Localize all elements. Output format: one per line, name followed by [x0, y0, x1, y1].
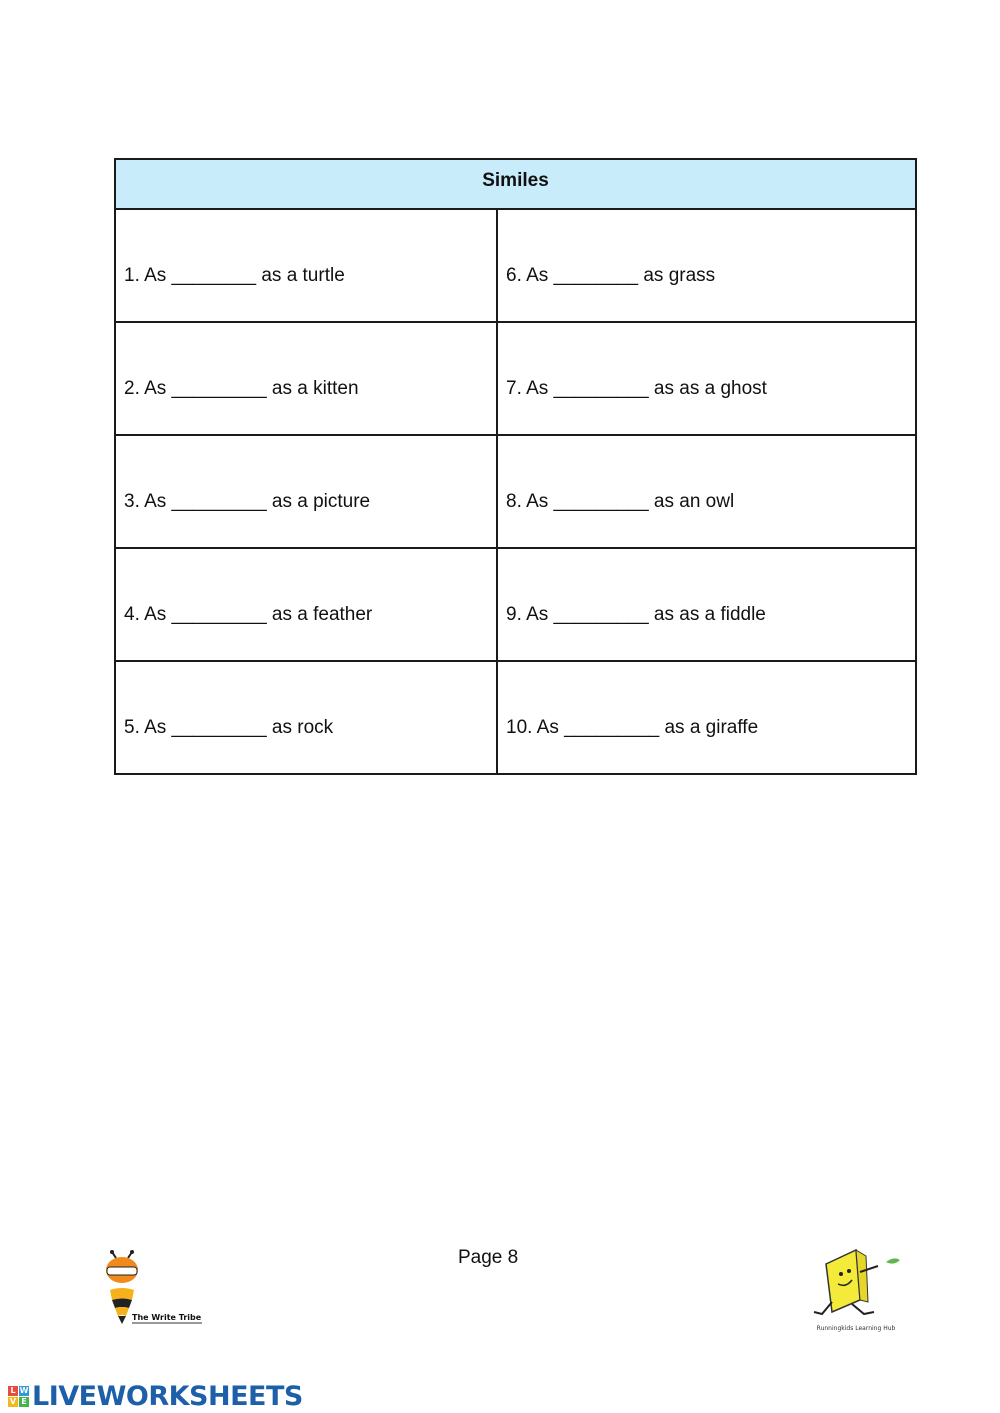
simile-7: 7. As _________ as as a ghost — [497, 322, 916, 435]
simile-2: 2. As _________ as a kitten — [115, 322, 497, 435]
table-title: Similes — [115, 159, 916, 209]
simile-3: 3. As _________ as a picture — [115, 435, 497, 548]
table-row — [115, 661, 916, 774]
simile-1: 1. As ________ as a turtle — [115, 209, 497, 322]
liveworksheets-brand — [8, 1381, 303, 1411]
table-row — [115, 548, 916, 661]
simile-9: 9. As _________ as as a fiddle — [497, 548, 916, 661]
learning-hub-logo — [808, 1242, 904, 1342]
page-number: Page 8 — [458, 1247, 519, 1268]
liveworksheets-logo-icon: L W V E — [9, 1385, 29, 1406]
similes-table — [114, 158, 917, 775]
table-row — [115, 209, 916, 322]
learning-hub-text: Runningkids Learning Hub — [816, 1325, 896, 1332]
write-tribe-text: The Write Tribe — [132, 1313, 202, 1322]
running-book-icon — [814, 1250, 900, 1314]
write-tribe-logo — [96, 1250, 216, 1330]
simile-5: 5. As _________ as rock — [115, 661, 497, 774]
simile-8: 8. As _________ as an owl — [497, 435, 916, 548]
simile-10: 10. As _________ as a giraffe — [497, 661, 916, 774]
table-row — [115, 435, 916, 548]
table-row — [115, 322, 916, 435]
worksheet — [114, 158, 915, 775]
table-header-row — [115, 159, 916, 209]
simile-6: 6. As ________ as grass — [497, 209, 916, 322]
simile-4: 4. As _________ as a feather — [115, 548, 497, 661]
liveworksheets-text: LIVEWORKSHEETS — [32, 1380, 303, 1412]
